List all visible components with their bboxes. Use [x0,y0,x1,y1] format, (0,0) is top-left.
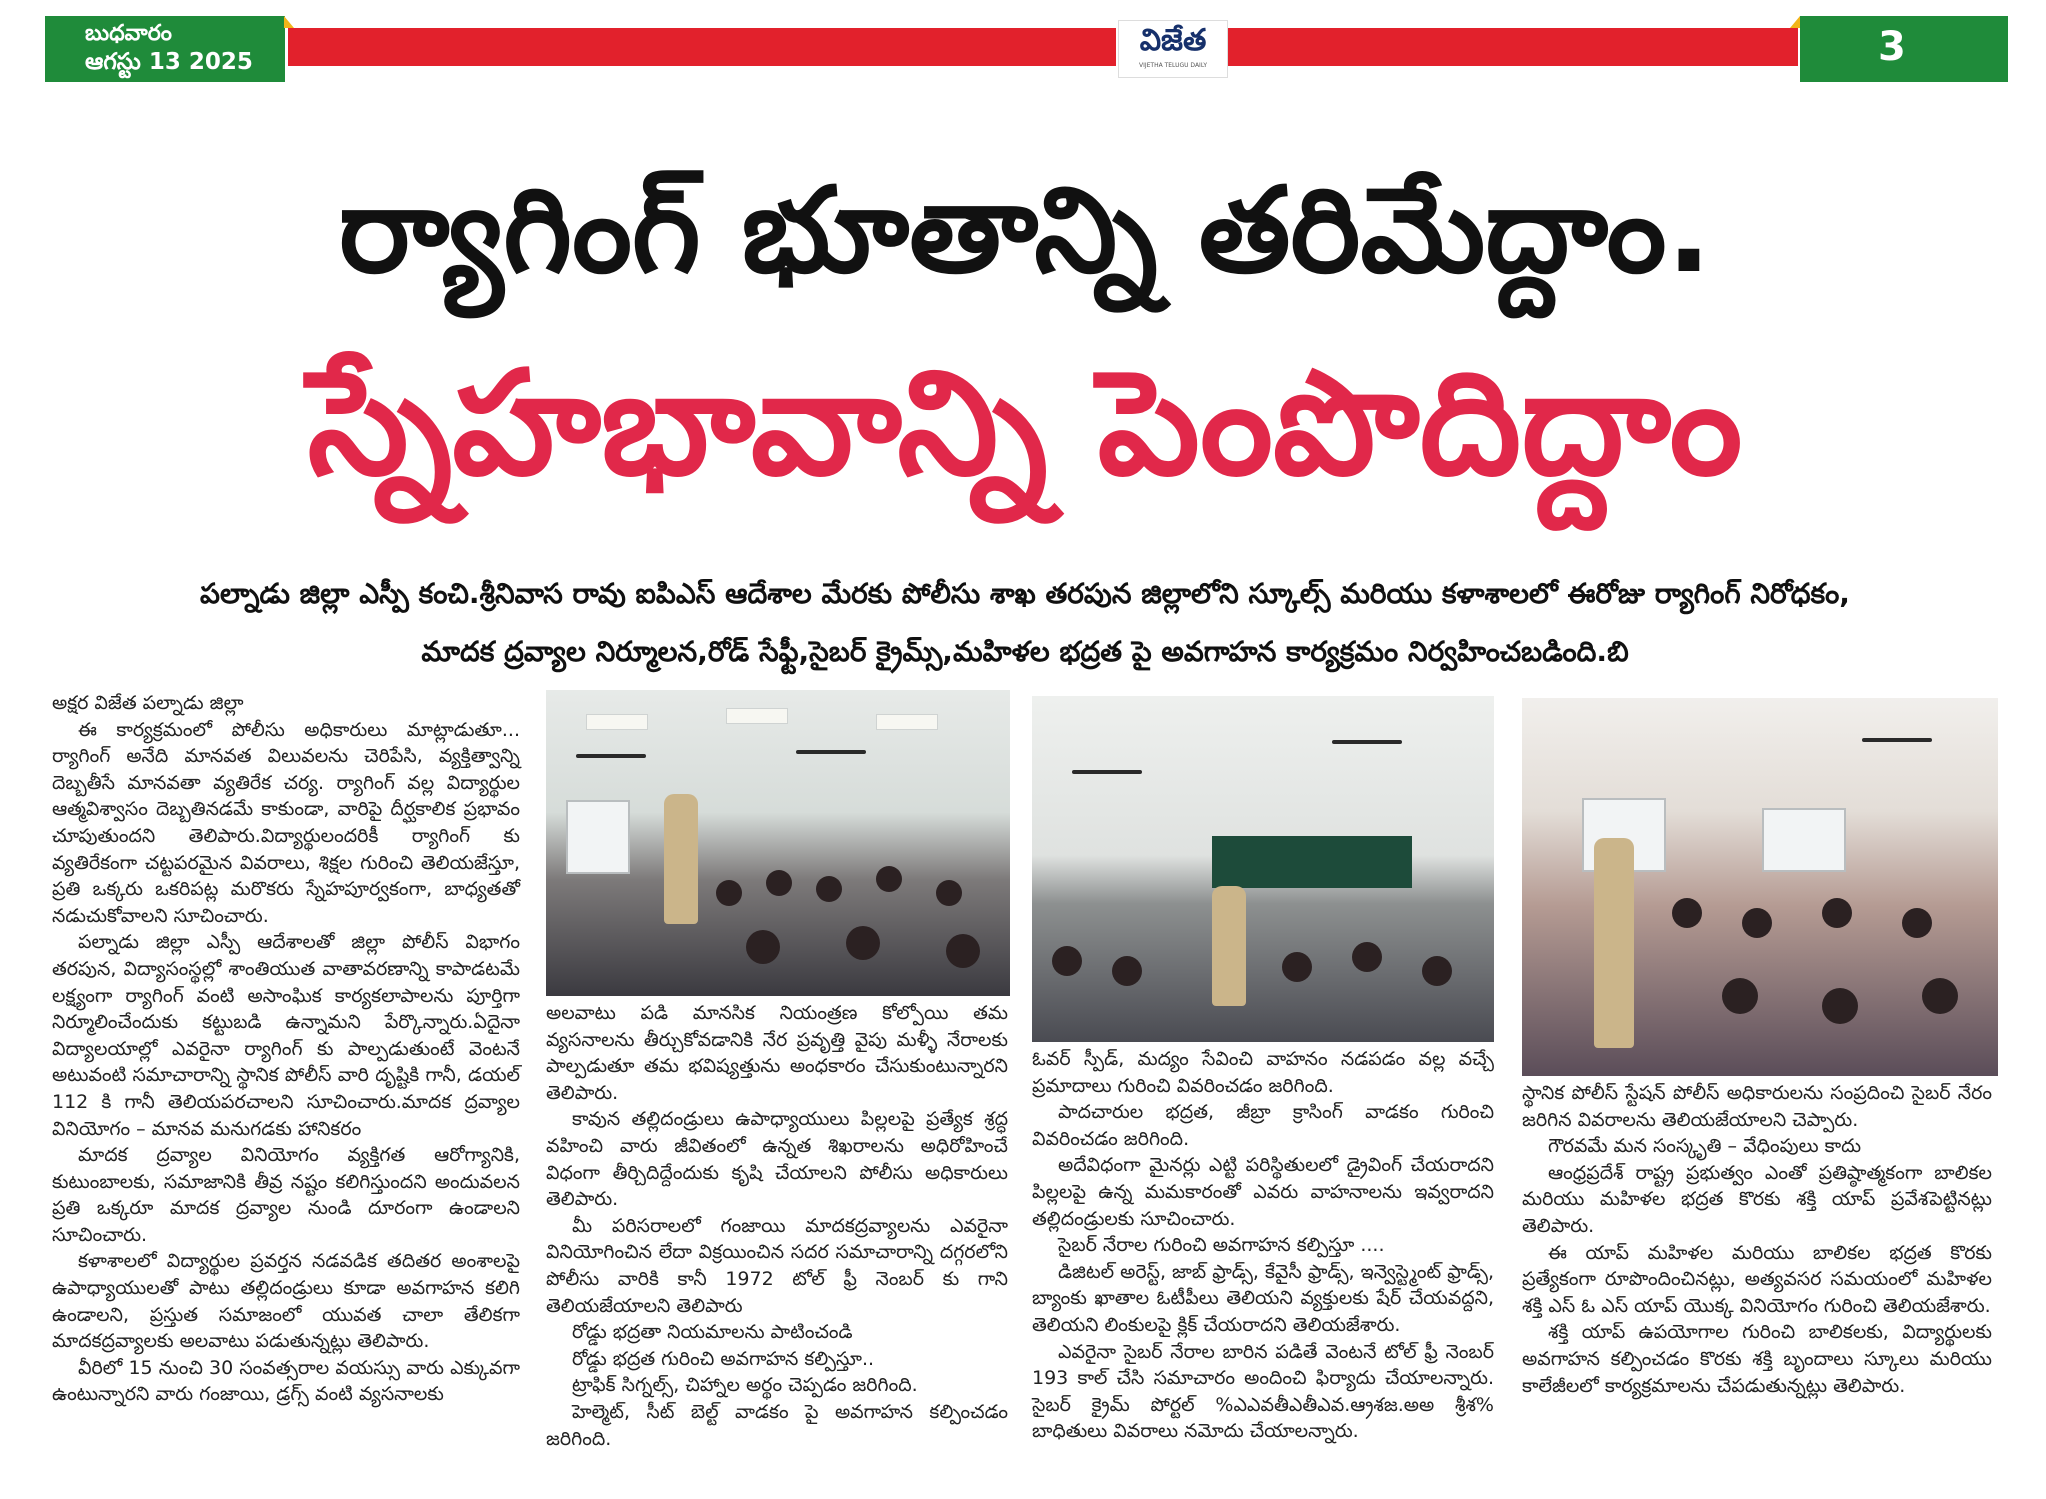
officer-figure [1212,886,1246,1006]
article-column-3 [1032,1046,1494,1445]
audience [1052,946,1082,976]
headline-line-2: స్నేహభావాన్ని పెంపొదిద్దాం [307,339,1743,507]
masthead-tagline: VIJETHA TELUGU DAILY [1138,62,1208,69]
dateline: అక్షర విజేత పల్నాడు జిల్లా [52,692,244,714]
audience [1822,988,1858,1024]
paragraph: డిజిటల్ అరెస్ట్, జాబ్ ఫ్రాడ్స్, కేవైసీ ఫ్రాడ్స్, ఇన్వెస్ట్మెంట్ ఫ్రాడ్స్, బ్యాంకు ఖాతాల ఓటీపీలు తెలియని వ్యక్తులకు షేర్ చేయవద్దని, తెలియని లింకులపై క్లిక్ చేయరాదని తెలియజేశారు. [1032,1260,1494,1336]
paragraph: ఈ యాప్ మహిళల మరియు బాలికల భద్రత కొరకు ప్రత్యేకంగా రూపొందించినట్లు, అత్యవసర సమయంలో మహిళల శక్తి ఎస్ ఓ ఎస్ యాప్ యొక్క వినియోగం గురించి తెలియజేశారు. [1522,1241,1992,1317]
masthead-title: విజేత [1139,23,1207,58]
paragraph: పల్నాడు జిల్లా ఎస్పీ ఆదేశాలతో జిల్లా పోలీస్ విభాగం తరపున, విద్యాసంస్థల్లో శాంతియుత వాతావరణాన్ని కాపాడటమే లక్ష్యంగా ర్యాగింగ్ వంటి అసాంఘిక కార్యకలాపాలను పూర్తిగా నిర్మూలించేందుకు కట్టుబడి ఉన్నామని పేర్కొన్నారు.ఏదైనా విద్యాలయాల్లో ఎవరైనా ర్యాగింగ్ కు పాల్పడుతుంటే వెంటనే అటువంటి సమాచారాన్ని స్థానిక పోలీస్ వారి దృష్టికి గానీ, డయల్ 112 కి గానీ తెలియపరచాలని సూచించారు.మాదక ద్రవ్యాల వినియోగం – మానవ మనుగడకు హానికరం [52,931,520,1140]
ceiling-fan [1332,740,1402,744]
audience [716,880,742,906]
ceiling-fan [1862,738,1932,742]
officer-figure [664,794,698,924]
blackboard [1212,836,1412,888]
audience [1282,952,1312,982]
audience [846,926,880,960]
headline-line-1: ర్యాగింగ్ భూతాన్ని తరిమేద్దాం. [338,161,1712,299]
photo-classroom-3 [1522,698,1998,1076]
audience [876,866,902,892]
audience [1822,898,1852,928]
deck-line-2: మాదక ద్రవ్యాల నిర్మూలన,రోడ్ సేఫ్టీ,సైబర్ క్రైమ్స్,మహిళల భద్రత పై అవగాహన కార్యక్రమం నిర్వహించబడింది.బి [421,635,1629,668]
audience [1352,942,1382,972]
paragraph: ఓవర్ స్పీడ్, మద్యం సేవించి వాహనం నడపడం వల్ల వచ్చే ప్రమాదాలు గురించి వివరించడం జరిగింది. [1032,1048,1494,1097]
officer-figure [1594,838,1634,1048]
header-bar-left [288,28,1116,66]
paragraph: హెల్మెట్, సీట్ బెల్ట్ వాడకం పై అవగాహన కల్పించడం జరిగింది. [546,1400,1008,1450]
ceiling-fan [576,754,646,758]
paragraph: అదేవిధంగా మైనర్లు ఎట్టి పరిస్థితులలో డ్రైవింగ్ చేయరాదని పిల్లలపై ఉన్న మమకారంతో ఎవరు వాహనాలను ఇవ్వరాదని తల్లిదండ్రులకు సూచించారు. [1032,1154,1494,1230]
header-accent-right [1790,16,1800,28]
subheading: రోడ్డు భద్రతా నియమాలను పాటించండి [572,1321,853,1344]
ceiling-light [876,714,938,730]
paragraph: శక్తి యాప్ ఉపయోగాల గురించి బాలికలకు, విద్యార్థులకు అవగాహన కల్పించడం కొరకు శక్తి బృందాలు స్కూలు మరియు కాలేజీలలో కార్యక్రమాలను చేపడుతున్నట్లు తెలిపారు. [1522,1321,1992,1397]
header-bar-right [1228,28,1798,66]
paragraph: ట్రాఫిక్ సిగ్నల్స్, చిహ్నాల అర్థం చెప్పడం జరిగింది. [572,1374,918,1397]
article-column-2 [546,1000,1008,1452]
audience [1112,956,1142,986]
audience [1742,908,1772,938]
paragraph: పాదచారుల భద్రత, జీబ్రా క్రాసింగ్ వాడకం గురించి వివరించడం జరిగింది. [1032,1101,1494,1150]
photo-classroom-1 [546,690,1010,996]
window [1762,808,1846,872]
audience [1902,908,1932,938]
photo-classroom-2 [1032,696,1494,1042]
date-label: ఆగస్టు 13 2025 [85,49,253,75]
ceiling-light [726,708,788,724]
article-column-1 [52,690,520,1408]
date-box [45,16,285,82]
paragraph: ఈ కార్యక్రమంలో పోలీసు అధికారులు మాట్లాడుతూ... ర్యాగింగ్ అనేది మానవత విలువలను చెరిపేసి, వ్యక్తిత్వాన్ని దెబ్బతీసే మానవతా వ్యతిరేక చర్య. ర్యాగింగ్ వల్ల విద్యార్థుల ఆత్మవిశ్వాసం దెబ్బతినడమే కాకుండా, వారిపై దీర్ఘకాలిక ప్రభావం చూపుతుందని తెలిపారు.విద్యార్థులందరికీ ర్యాగింగ్ కు వ్యతిరేకంగా చట్టపరమైన వివరాలు, శిక్షల గురించి తెలియజేస్తూ, ప్రతి ఒక్కరు ఒకరిపట్ల మరొకరు స్నేహపూర్వకంగా, బాధ్యతతో నడుచుకోవాలని సూచించారు. [52,718,520,927]
audience [946,934,980,968]
ceiling-light [586,714,648,730]
audience [746,930,780,964]
audience [816,876,842,902]
audience [1422,956,1452,986]
audience [1922,978,1958,1014]
paragraph: ఎవరైనా సైబర్ నేరాల బారిన పడితే వెంటనే టోల్ ఫ్రీ నెంబర్ 193 కాల్ చేసి సమాచారం అందించి ఫిర్యాదు చేయాలన్నారు. సైబర్ క్రైమ్ పోర్టల్ %ఎఎవతీఎతీఎవ.ఆ్రశజ.అఅ శ్రీశ% బాధితులు వివరాలు నమోదు చేయాలన్నారు. [1032,1340,1494,1443]
audience [936,880,962,906]
paragraph: కళాశాలలో విద్యార్థుల ప్రవర్తన నడవడిక తదితర అంశాలపై ఉపాధ్యాయులతో పాటు తల్లిదండ్రులు కూడా అవగాహన కలిగి ఉండాలని, ప్రస్తుత సమాజంలో యువత చాలా తేలికగా మాదకద్రవ్యాలకు అలవాటు పడుతున్నట్లు తెలిపారు. [52,1250,520,1353]
header-accent-left [284,16,294,28]
subheading: సైబర్ నేరాల గురించి అవగాహన కల్పిస్తూ .... [1058,1234,1385,1257]
masthead-logo [1118,20,1228,78]
paragraph: మీ పరిసరాలలో గంజాయి మాదకద్రవ్యాలను ఎవరైనా వినియోగించిన లేదా విక్రయించిన సదర సమాచారాన్ని దగ్గరలోని పోలీసు వారికి కానీ 1972 టోల్ ఫ్రీ నెంబర్ కు గాని తెలియజేయాలని తెలిపారు [546,1214,1008,1317]
subheading: గౌరవమే మన సంస్కృతి – వేధింపులు కాదు [1548,1135,1862,1158]
paragraph: మాదక ద్రవ్యాల వినియోగం వ్యక్తిగత ఆరోగ్యానికి, కుటుంబాలకు, సమాజానికి తీవ్ర నష్టం కలిగిస్తుందని అందువలన ప్రతి ఒక్కరూ మాదక ద్రవ్యాల నుండి దూరంగా ఉండాలని సూచించారు. [52,1144,520,1246]
page-number: 3 [1800,16,2008,82]
audience [1722,978,1758,1014]
ceiling-fan [796,750,866,754]
paragraph: వీరిలో 15 నుంచి 30 సంవత్సరాల వయస్సు వారు ఎక్కువగా ఉంటున్నారని వారు గంజాయి, డ్రగ్స్ వంటి వ్యసనాలకు [52,1356,520,1406]
audience [1672,898,1702,928]
article-column-4 [1522,1080,1992,1399]
paragraph: రోడ్డు భద్రత గురించి అవగాహన కల్పిస్తూ.. [572,1347,875,1370]
paragraph: స్థానిక పోలీస్ స్టేషన్ పోలీస్ అధికారులను సంప్రదించి సైబర్ నేరం జరిగిన వివరాలను తెలియజేయాలని చెప్పారు. [1522,1082,1992,1131]
paragraph: అలవాటు పడి మానసిక నియంత్రణ కోల్పోయి తమ వ్యసనాలను తీర్చుకోవడానికి నేర ప్రవృత్తి వైపు మళ్ళీ నేరాలకు పాల్పడుతూ తమ భవిష్యత్తును అంధకారం చేసుకుంటున్నారని తెలిపారు. [546,1002,1008,1104]
window [566,800,630,874]
day-label: బుధవారం [85,21,172,46]
ceiling-fan [1072,770,1142,774]
deck-line-1: పల్నాడు జిల్లా ఎస్పీ కంచి.శ్రీనివాస రావు ఐపిఎస్ ఆదేశాల మేరకు పోలీసు శాఖ తరపున జిల్లాలోని స్కూల్స్ మరియు కళాశాలలో ఈరోజు ర్యాగింగ్ నిరోధకం, [200,577,1850,610]
paragraph: కావున తల్లిదండ్రులు ఉపాధ్యాయులు పిల్లలపై ప్రత్యేక శ్రద్ధ వహించి వారు జీవితంలో ఉన్నత శిఖరాలను అధిరోహించే విధంగా తీర్చిదిద్దేందుకు కృషి చేయాలని పోలీసు అధికారులు తెలిపారు. [546,1108,1008,1211]
audience [766,870,792,896]
paragraph: ఆంధ్రప్రదేశ్ రాష్ట్ర ప్రభుత్వం ఎంతో ప్రతిష్ఠాత్మకంగా బాలికల మరియు మహిళల భద్రత కొరకు శక్తి యాప్ ప్రవేశపెట్టినట్లు తెలిపారు. [1522,1161,1992,1237]
